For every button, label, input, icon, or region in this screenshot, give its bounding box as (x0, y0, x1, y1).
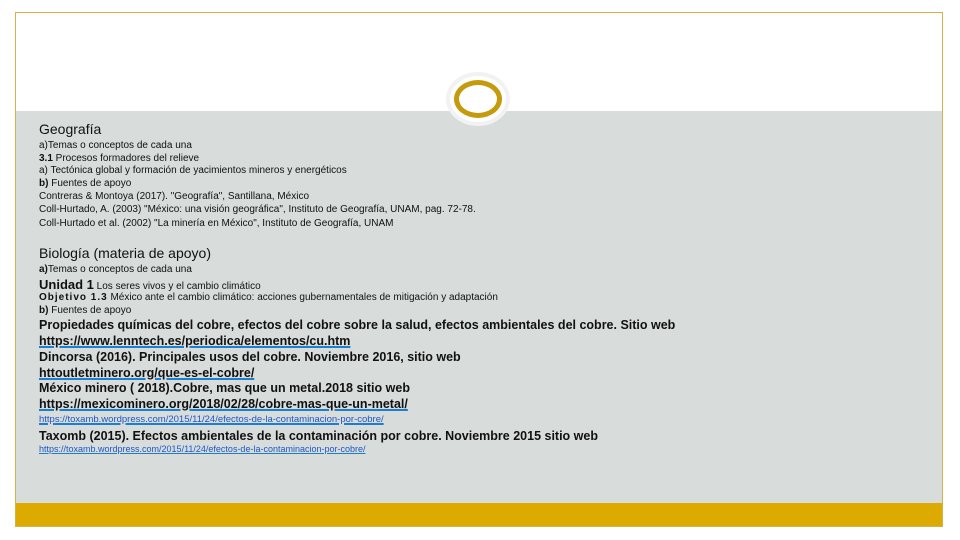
bio-objetivo: Objetivo 1.3 México ante el cambio climático: acciones gubernamentales de mitigación y adaptación (39, 292, 498, 303)
geo-line-5: Contreras & Montoya (2017). "Geografía", Santillana, México (39, 191, 310, 202)
bio-temas: a)Temas o conceptos de cada una (39, 264, 192, 275)
ref-outletminero-link[interactable]: httoutletminero.org/que-es-el-cobre/ (39, 366, 255, 380)
ref-lenntech-link[interactable]: https://www.lenntech.es/periodica/elementos/cu.htm (39, 334, 351, 348)
ref-lenntech-title: Propiedades químicas del cobre, efectos del cobre sobre la salud, efectos ambientales del cobre. Sitio web (39, 318, 676, 332)
circle-ornament-icon (454, 80, 502, 118)
geo-line-6: Coll-Hurtado, A. (2003) "México: una visión geográfica", Instituto de Geografía, UNAM, pag. 72-78. (39, 204, 476, 215)
geo-line-1: a)Temas o conceptos de cada una (39, 140, 192, 151)
bio-fuentes: b) Fuentes de apoyo (39, 305, 132, 316)
geografia-title: Geografía (39, 121, 102, 137)
ref-dincorsa-title: Dincorsa (2016). Principales usos del cobre. Noviembre 2016, sitio web (39, 350, 461, 364)
ref-mexicominero-title: México minero ( 2018).Cobre, mas que un metal.2018 sitio web (39, 381, 410, 395)
biologia-title: Biología (materia de apoyo) (39, 245, 211, 261)
ref-toxamb-link-1[interactable]: https://toxamb.wordpress.com/2015/11/24/efectos-de-la-contaminacion-por-cobre/ (39, 414, 384, 425)
bio-unidad: Unidad 1 Los seres vivos y el cambio climático (39, 277, 261, 292)
ref-mexicominero-link[interactable]: https://mexicominero.org/2018/02/28/cobre-mas-que-un-metal/ (39, 397, 408, 411)
ref-taxomb-title: Taxomb (2015). Efectos ambientales de la contaminación por cobre. Noviembre 2015 sitio web (39, 429, 598, 443)
geo-line-7: Coll-Hurtado et al. (2002) "La minería en México", Instituto de Geografía, UNAM (39, 218, 394, 229)
accent-bottom-bar (16, 503, 942, 526)
geo-line-2: 3.1 Procesos formadores del relieve (39, 153, 200, 164)
ref-toxamb-link-2[interactable]: https://toxamb.wordpress.com/2015/11/24/efectos-de-la-contaminacion-por-cobre/ (39, 444, 366, 454)
geo-line-4: b) Fuentes de apoyo (39, 178, 132, 189)
geo-line-3: a) Tectónica global y formación de yacimientos mineros y energéticos (39, 165, 347, 176)
